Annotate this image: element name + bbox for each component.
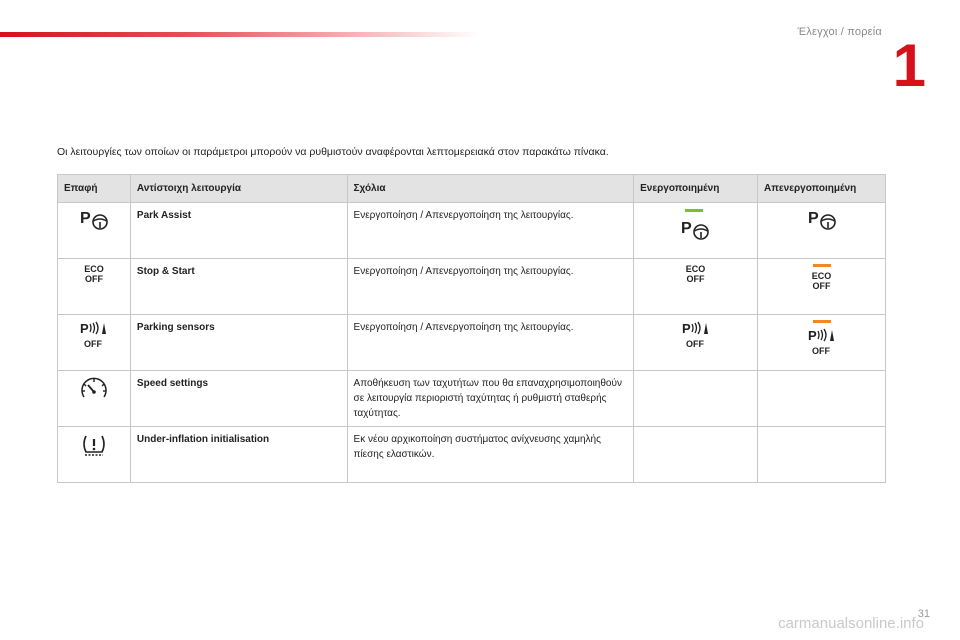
- chapter-number: 1: [892, 32, 926, 99]
- park-assist-icon[interactable]: [79, 208, 109, 237]
- deactivated-state: [758, 203, 886, 259]
- parking-sensors-off-icon[interactable]: [78, 320, 110, 355]
- table-row: [58, 259, 886, 315]
- park-assist-icon: [680, 208, 712, 247]
- comment: Ενεργοποίηση / Απενεργοποίηση της λειτουργίας.: [347, 315, 634, 371]
- activated-state: [634, 371, 758, 427]
- off-label: OFF: [812, 281, 831, 291]
- table-header-row: [58, 175, 886, 203]
- park-assist-icon: [807, 208, 837, 237]
- function-name: Park Assist: [130, 203, 347, 259]
- functions-table: [57, 174, 886, 483]
- eco-label: ECO: [84, 264, 104, 274]
- function-name: Speed settings: [130, 371, 347, 427]
- comment: Εκ νέου αρχικοποίηση συστήματος ανίχνευσης χαμηλής πίεσης ελαστικών.: [347, 427, 634, 483]
- contact-cell: [58, 427, 131, 483]
- function-name: Stop & Start: [130, 259, 347, 315]
- svg-text:P: P: [680, 220, 692, 237]
- section-title: Έλεγχοι / πορεία: [797, 26, 882, 38]
- svg-text:P: P: [79, 321, 89, 336]
- activated-state: [634, 203, 758, 259]
- col-header-activated: Ενεργοποιημένη: [634, 175, 758, 203]
- intro-text: Οι λειτουργίες των οποίων οι παράμετροι μπορούν να ρυθμιστούν αναφέρονται λεπτομερειακά στον παρακάτω πίνακα.: [57, 146, 609, 158]
- tyre-pressure-icon[interactable]: [79, 432, 109, 463]
- col-header-function: Αντίστοιχη λειτουργία: [130, 175, 347, 203]
- watermark: carmanualsonline.info: [778, 615, 924, 632]
- svg-text:P: P: [807, 210, 819, 227]
- page-number: 31: [917, 608, 930, 620]
- inactive-indicator: [813, 320, 831, 323]
- table-row: [58, 427, 886, 483]
- table-row: [58, 203, 886, 259]
- svg-text:OFF: OFF: [811, 346, 830, 356]
- activated-state: [634, 427, 758, 483]
- contact-cell: [58, 371, 131, 427]
- off-label: OFF: [84, 274, 103, 284]
- svg-text:P: P: [681, 321, 691, 336]
- contact-cell: [58, 315, 131, 371]
- col-header-comments: Σχόλια: [347, 175, 634, 203]
- eco-off-icon[interactable]: [84, 264, 104, 284]
- svg-text:P: P: [79, 210, 91, 227]
- activated-state: [634, 315, 758, 371]
- table-row: [58, 315, 886, 371]
- contact-cell: [58, 203, 131, 259]
- contact-cell: [58, 259, 131, 315]
- deactivated-state: [758, 315, 886, 371]
- deactivated-state: [758, 259, 886, 315]
- header-accent-bar: [0, 32, 480, 37]
- deactivated-state: [758, 371, 886, 427]
- eco-off-icon: [686, 264, 706, 284]
- parking-sensors-off-icon: [680, 320, 712, 355]
- svg-text:OFF: OFF: [685, 339, 704, 349]
- eco-label: ECO: [685, 264, 706, 274]
- deactivated-state: [758, 427, 886, 483]
- eco-label: ECO: [811, 271, 832, 281]
- col-header-contact: Επαφή: [58, 175, 131, 203]
- eco-off-icon: [812, 271, 832, 291]
- function-name: Under-inflation initialisation: [130, 427, 347, 483]
- comment: Αποθήκευση των ταχυτήτων που θα επαναχρησιμοποιηθούν σε λειτουργία περιοριστή ταχύτητας ή ρυθμιστή σταθερής ταχύτητας.: [347, 371, 634, 427]
- activated-state: [634, 259, 758, 315]
- svg-text:OFF: OFF: [83, 339, 102, 349]
- parking-sensors-off-icon: [806, 327, 838, 362]
- active-indicator: [685, 209, 703, 212]
- svg-text:P: P: [807, 328, 817, 343]
- table-row: [58, 371, 886, 427]
- col-header-deactivated: Απενεργοποιημένη: [758, 175, 886, 203]
- off-label: OFF: [686, 274, 705, 284]
- comment: Ενεργοποίηση / Απενεργοποίηση της λειτουργίας.: [347, 203, 634, 259]
- function-name: Parking sensors: [130, 315, 347, 371]
- comment: Ενεργοποίηση / Απενεργοποίηση της λειτουργίας.: [347, 259, 634, 315]
- inactive-indicator: [813, 264, 831, 267]
- speed-gauge-icon[interactable]: [79, 376, 109, 407]
